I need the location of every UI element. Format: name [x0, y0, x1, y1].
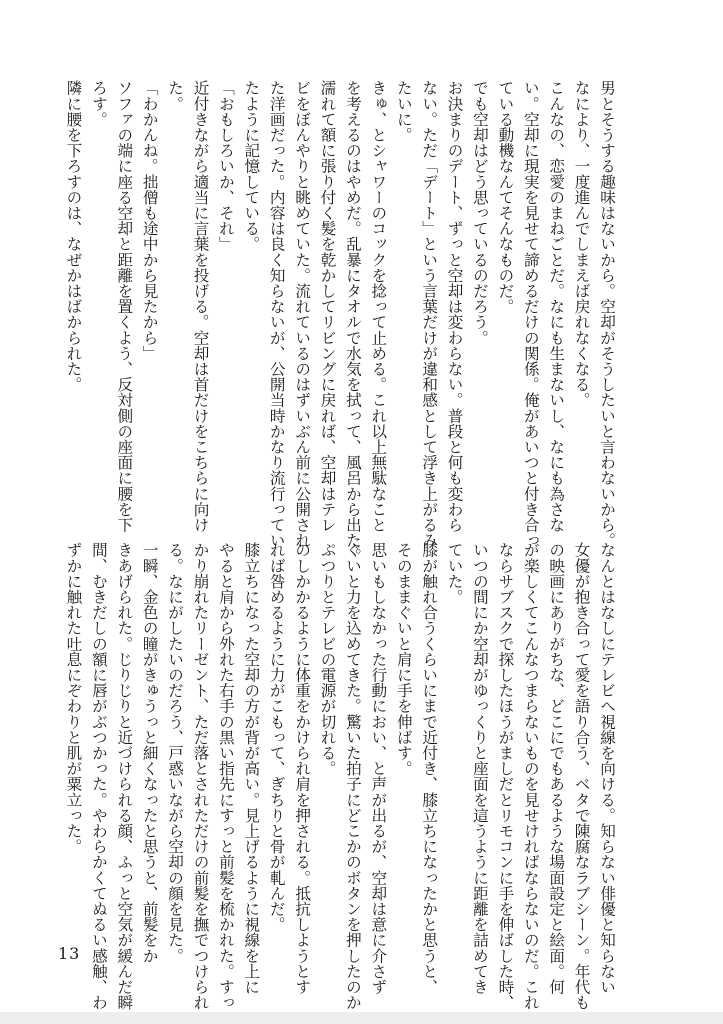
text-line: お決まりのデート、ずっと空却は変わらない。普段と何も変わら	[445, 80, 464, 533]
text-line: 隣に腰を下ろすのは、なぜかはばかられた。	[64, 80, 83, 392]
text-line: 男とそうする趣味はないから。空却がそうしたいと言わないから。	[598, 80, 616, 548]
text-line: なんとはなしにテレビへ視線を向ける。知らない俳優と知らない	[598, 542, 616, 995]
text-line: ソファの端に座る空却と距離を置くよう、反対側の座面に腰を下	[115, 80, 134, 533]
text-line: れば咎めるように力がこもって、ぎちりと骨が軋んだ。	[267, 542, 286, 932]
text-line: 膝立ちになった空却の方が背が高い。見上げるように視線を上に	[242, 542, 261, 995]
text-line: 膝が触れ合うくらいにまで近付き、膝立ちになったかと思うと、	[420, 542, 439, 995]
text-line: た洋画だった。内容は良く知らないが、公開当時かなり流行ってい	[267, 80, 286, 548]
text-line: そのままぐいと肩に手を伸ばす。	[394, 542, 413, 776]
text-line: ていた。	[445, 542, 464, 605]
text-line: のしかかるように体重をかけられ肩を押される。抵抗しようとす	[293, 542, 312, 995]
text-line: きゅ、とシャワーのコックを捻って止める。これ以上無駄なこと	[369, 80, 388, 533]
page-number: 13	[58, 944, 81, 963]
text-line: たいに。	[394, 80, 413, 143]
upper-text-block	[64, 80, 619, 564]
text-line: こんなの、恋愛のまねごとだ。なにも生まないし、なにも為さな	[547, 80, 566, 533]
text-line: ろす。	[89, 80, 108, 127]
text-line: やると肩から外れた右手の黒い指先にすっと前髪を梳かれた。すっ	[216, 542, 235, 1010]
text-line: たように記憶している。	[242, 80, 261, 252]
text-line: ている動機なんてそんなものだ。	[496, 80, 515, 314]
text-line: 一瞬、金色の瞳がきゅうっと細くなったと思うと、前髪をか	[140, 542, 159, 964]
text-line: いつの間にか空却がゆっくりと座面を這うように距離を詰めてき	[470, 542, 489, 995]
viewer-bottom-edge	[0, 1012, 723, 1024]
text-line: ずかに触れた吐息にぞわりと肌が粟立った。	[64, 542, 83, 854]
text-line: を考えるのはやめだ。乱暴にタオルで水気を拭って、風呂から出た。	[343, 80, 362, 564]
text-line: い。空却に現実を見せて諦めるだけの関係。俺があいつと付き合っ	[521, 80, 540, 548]
text-line: の映画にありがちな、どこにでもあるような場面設定と絵面。何	[547, 542, 566, 995]
text-line: なにより、一度進んでしまえば戻れなくなる。	[572, 80, 591, 408]
text-line: ない。ただ「デート」という言葉だけが違和感として浮き上がるみ	[420, 80, 439, 548]
text-line: 思いもしなかった行動におい、と声が出るが、空却は意に介さず	[369, 542, 388, 995]
text-line: 間、むきだしの額に唇がぶつかった。やわらかくてぬるい感触、わ	[89, 542, 108, 1010]
text-line: 濡れて額に張り付く髪を乾かしてリビングに戻れば、空却はテレ	[318, 80, 337, 533]
text-line: ぷつりとテレビの電源が切れる。	[318, 542, 337, 776]
text-line: でも空却はどう思っているのだろう。	[470, 80, 489, 346]
text-line: ビをぼんやりと眺めていた。流れているのはずいぶん前に公開され	[293, 80, 312, 548]
text-line: ぐいと力を込めてきた。驚いた拍子にどこかのボタンを押したのか	[343, 542, 362, 1010]
text-line: た。	[166, 80, 185, 112]
text-line: かり崩れたリーゼント、ただ落とされただけの前髪を撫でつけられ	[191, 542, 210, 1010]
text-line: 「おもしろいか、それ」	[216, 80, 235, 252]
text-line: が楽しくてこんなつまらないものを見せければならないのだ。これ	[521, 542, 540, 1010]
text-line: る。なにがしたいのだろう、戸惑いながら空却の顔を見た。	[166, 542, 185, 964]
text-line: きあげられた。じりじりと近づけられる顔、ふっと空気が緩んだ瞬	[115, 542, 134, 1010]
text-line: ならサブスクで探したほうがましだとリモコンに手を伸ばした時、	[496, 542, 515, 1010]
text-line: 近付きながら適当に言葉を投げる。空却は首だけをこちらに向け	[191, 80, 210, 533]
text-line: 「わかんね。拙僧も途中から見たから」	[140, 80, 159, 361]
text-line: 女優が抱き合って愛を語り合う、ベタで陳腐なラブシーン。年代も	[572, 542, 591, 1010]
